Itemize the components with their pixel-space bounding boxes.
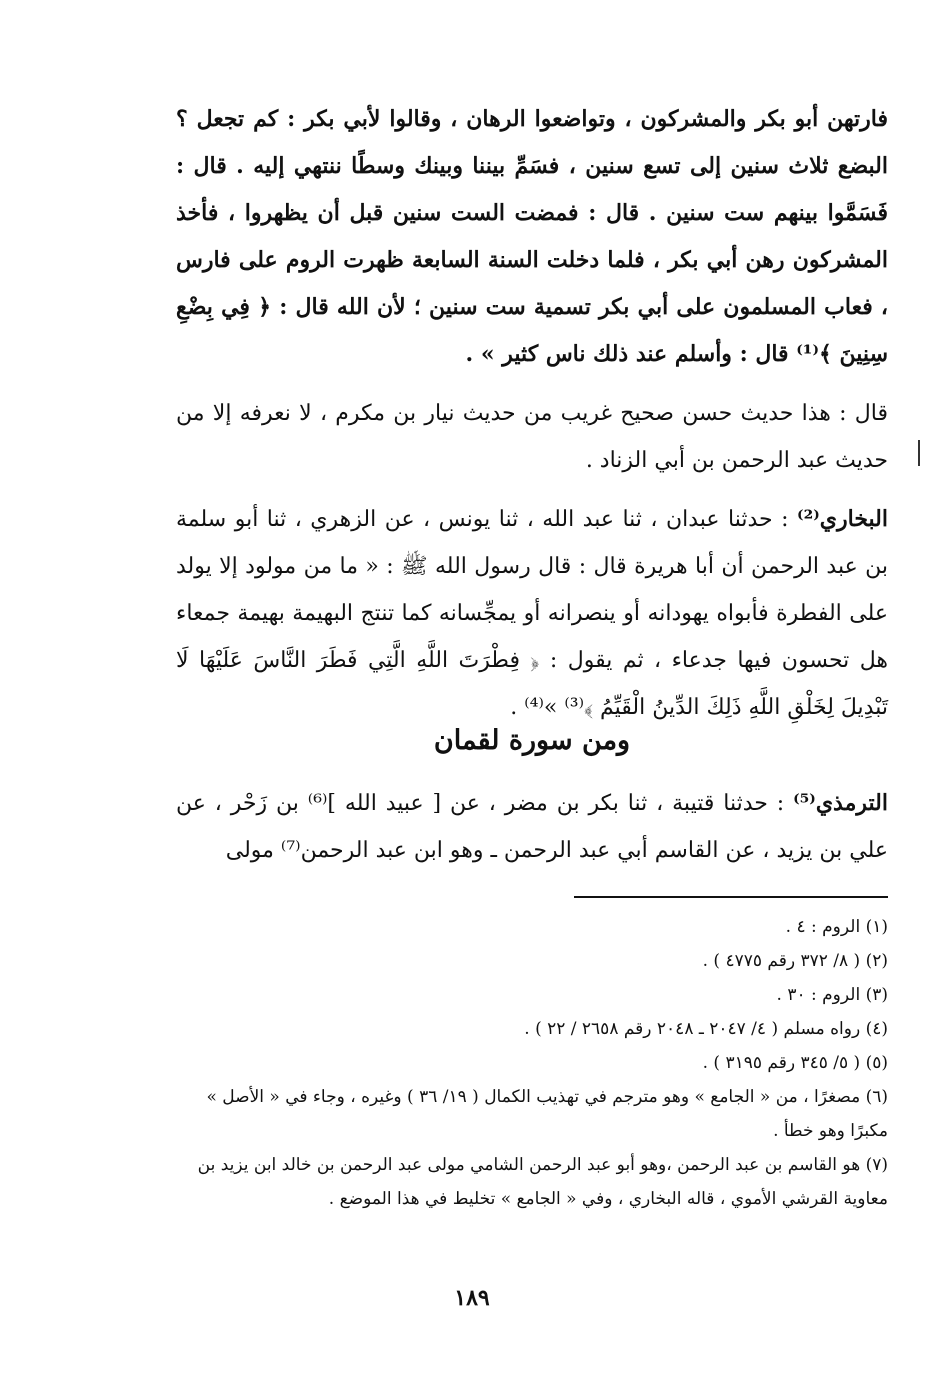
section-heading: ومن سورة لقمان	[433, 725, 631, 756]
isnad-text: : حدثنا قتيبة ، ثنا بكر بن مضر ، عن [ عبيد الله ]⁽⁶⁾ بن زَحْر ، عن علي بن يزيد ، عن القاسم أبي عبد الرحمن ـ وهو ابن عبد الرحمن⁽⁷⁾ مولى	[176, 791, 888, 863]
paragraph-grading: قال : هذا حديث حسن صحيح غريب من حديث نيار بن مكرم ، لا نعرفه إلا من حديث عبد الرحمن بن أبي الزناد .	[176, 401, 888, 473]
paragraph-bukhari	[176, 496, 888, 731]
footnote: (٧) هو القاسم بن عبد الرحمن ،وهو أبو عبد الرحمن الشامي مولى عبد الرحمن بن خالد ابن يزيد بن معاوية القرشي الأموي ، قاله البخاري ، وفي « الجامع » تخليط في هذا الموضع .	[197, 1155, 888, 1209]
footnote: (٥) ( ٥/ ٣٤٥ رقم ٣١٩٥ ) .	[702, 1053, 888, 1073]
paragraph-narration: فارتهن أبو بكر والمشركون ، وتواضعوا الرهان ، وقالوا لأبي بكر : كم تجعل ؟ البضع ثلاث سنين إلى تسع سنين ، فسَمِّ بيننا وبينك وسطًا ننتهي إليه . قال : فَسَمَّوا بينهم ست سنين . قال : فمضت الست سنين قبل أن يظهروا ، فأخذ المشركون رهن أبي بكر ، فلما دخلت السنة السابعة ظهرت الروم على فارس ، فعاب المسلمون على أبي بكر تسمية ست سنين ؛ لأن الله قال : ﴿ فِي بِضْعِ سِنِينَ ﴾⁽¹⁾ قال : وأسلم عند ذلك ناس كثير » .	[176, 106, 888, 367]
source-name: الترمذي⁽⁵⁾	[793, 790, 888, 816]
footnote-divider	[574, 896, 888, 898]
page-number: ١٨٩	[454, 1285, 490, 1311]
footnote: (٤) رواه مسلم ( ٤/ ٢٠٤٧ ـ ٢٠٤٨ رقم ٢٦٥٨ / ٢٢ ) .	[524, 1019, 888, 1039]
footnote: (٦) مصغرًا ، من « الجامع » وهو مترجم في تهذيب الكمال ( ١٩/ ٣٦ ) وغيره ، وجاء في « الأصل » مكبرًا وهو خطأ .	[206, 1087, 888, 1141]
paragraph-tirmidhi	[176, 780, 888, 874]
footnote: (٣) الروم : ٣٠ .	[776, 985, 888, 1005]
footnotes	[176, 910, 888, 1216]
source-name: البخاري⁽²⁾	[797, 506, 888, 532]
main-text	[176, 96, 888, 731]
margin-mark	[918, 440, 920, 466]
footnote: (٢) ( ٨/ ٣٧٢ رقم ٤٧٧٥ ) .	[702, 951, 888, 971]
footnote: (١) الروم : ٤ .	[785, 917, 888, 937]
hadith-text: : حدثنا عبدان ، ثنا عبد الله ، ثنا يونس ، عن الزهري ، ثنا أبو سلمة بن عبد الرحمن أن أبا هريرة قال : قال رسول الله ﷺ : « ما من مولود إلا يولد على الفطرة فأبواه يهودانه أو ينصرانه أو يمجِّسانه كما تنتج البهيمة بهيمة جمعاء هل تحسون فيها جدعاء ، ثم يقول : ﴿ فِطْرَتَ اللَّهِ الَّتِي فَطَرَ النَّاسَ عَلَيْهَا لَا تَبْدِيلَ لِخَلْقِ اللَّهِ ذَلِكَ الدِّينُ الْقَيِّمُ ﴾⁽³⁾ »⁽⁴⁾ .	[176, 507, 888, 720]
section-body	[176, 780, 888, 874]
